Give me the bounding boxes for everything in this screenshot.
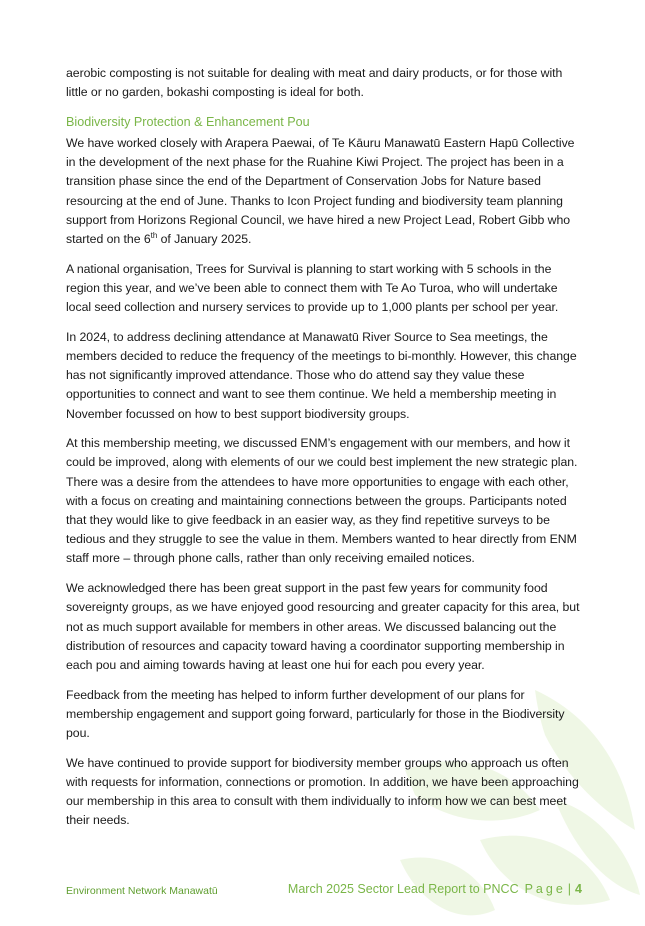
paragraph-support-balance: We acknowledged there has been great support in the past few years for community food sovereignty groups, as we have enjoyed good resourcing and greater capacity for this area, but not as much support available for members in other areas. We discussed balancing out the distribution of resources and capacity toward having a coordinator supporting membership in each pou and aiming towards having at least one hui for each pou every year. bbox=[66, 581, 580, 672]
ordinal-suffix: th bbox=[150, 230, 158, 240]
footer-report-title: March 2025 Sector Lead Report to PNCC bbox=[287, 882, 519, 896]
paragraph-ongoing-support: We have continued to provide support for biodiversity member groups who approach us often with requests for information, connections or promotion. In addition, we have been approaching our membership in this area to consult with them individually to inform how we can best meet their needs. bbox=[66, 755, 579, 828]
page-body bbox=[66, 64, 582, 841]
section-heading: Biodiversity Protection & Enhancement Pou bbox=[66, 114, 310, 129]
paragraph-source-to-sea: In 2024, to address declining attendance at Manawatū River Source to Sea meetings, the members decided to reduce the frequency of the meetings to bi-monthly. However, this change has not significantly improved attendance. Those who do attend say they value these opportunities to connect and want to see them continue. We held a membership meeting in November focussed on how to best support biodiversity groups. bbox=[66, 329, 577, 421]
footer-report-info bbox=[288, 882, 582, 896]
paragraph-trees-for-survival: A national organisation, Trees for Survival is planning to start working with 5 schools in the region this year, and we’ve been able to connect them with Te Ao Turoa, who will undertake local seed collection and nursery services to provide up to 1,000 plants per school per year. bbox=[66, 261, 559, 315]
p1-text: We have worked closely with Arapera Paewai, of Te Kāuru Manawatū Eastern Hapū Collective in the development of the next phase for the Ruahine Kiwi Project. The project has been in a transition phase since the end of the Department of Conservation Jobs for Nature based resourcing at the end of June. Thanks to Icon Project funding and biodiversity team planning support from Horizons Regional Council, we have hired a new Project Lead, Robert Gibb who started on the 6 bbox=[66, 135, 575, 246]
paragraph-kiwi-project bbox=[66, 134, 582, 249]
page-number: 4 bbox=[575, 882, 582, 896]
footer-separator: | bbox=[567, 882, 572, 896]
paragraph-membership-meeting: At this membership meeting, we discussed ENM’s engagement with our members, and how it could be improved, along with elements of our we could best implement the new strategic plan. There was a desire from the attendees to have more opportunities to engage with each other, with a focus on creating and maintaining connections between the groups. Participants noted that they would like to give feedback in an easier way, as they find repetitive surveys to be tedious and they struggle to see the value in them. Members wanted to hear directly from ENM staff more – through phone calls, rather than only receiving emailed notices. bbox=[66, 436, 578, 566]
footer-page-label: Page bbox=[524, 882, 566, 896]
intro-paragraph: aerobic composting is not suitable for dealing with meat and dairy products, or for those with little or no garden, bokashi composting is ideal for both. bbox=[66, 66, 563, 100]
paragraph-feedback: Feedback from the meeting has helped to inform further development of our plans for membership engagement and support going forward, particularly for those in the Biodiversity pou. bbox=[66, 687, 565, 741]
p1-text-end: of January 2025. bbox=[157, 231, 252, 246]
footer-org-name: Environment Network Manawatū bbox=[66, 885, 218, 897]
